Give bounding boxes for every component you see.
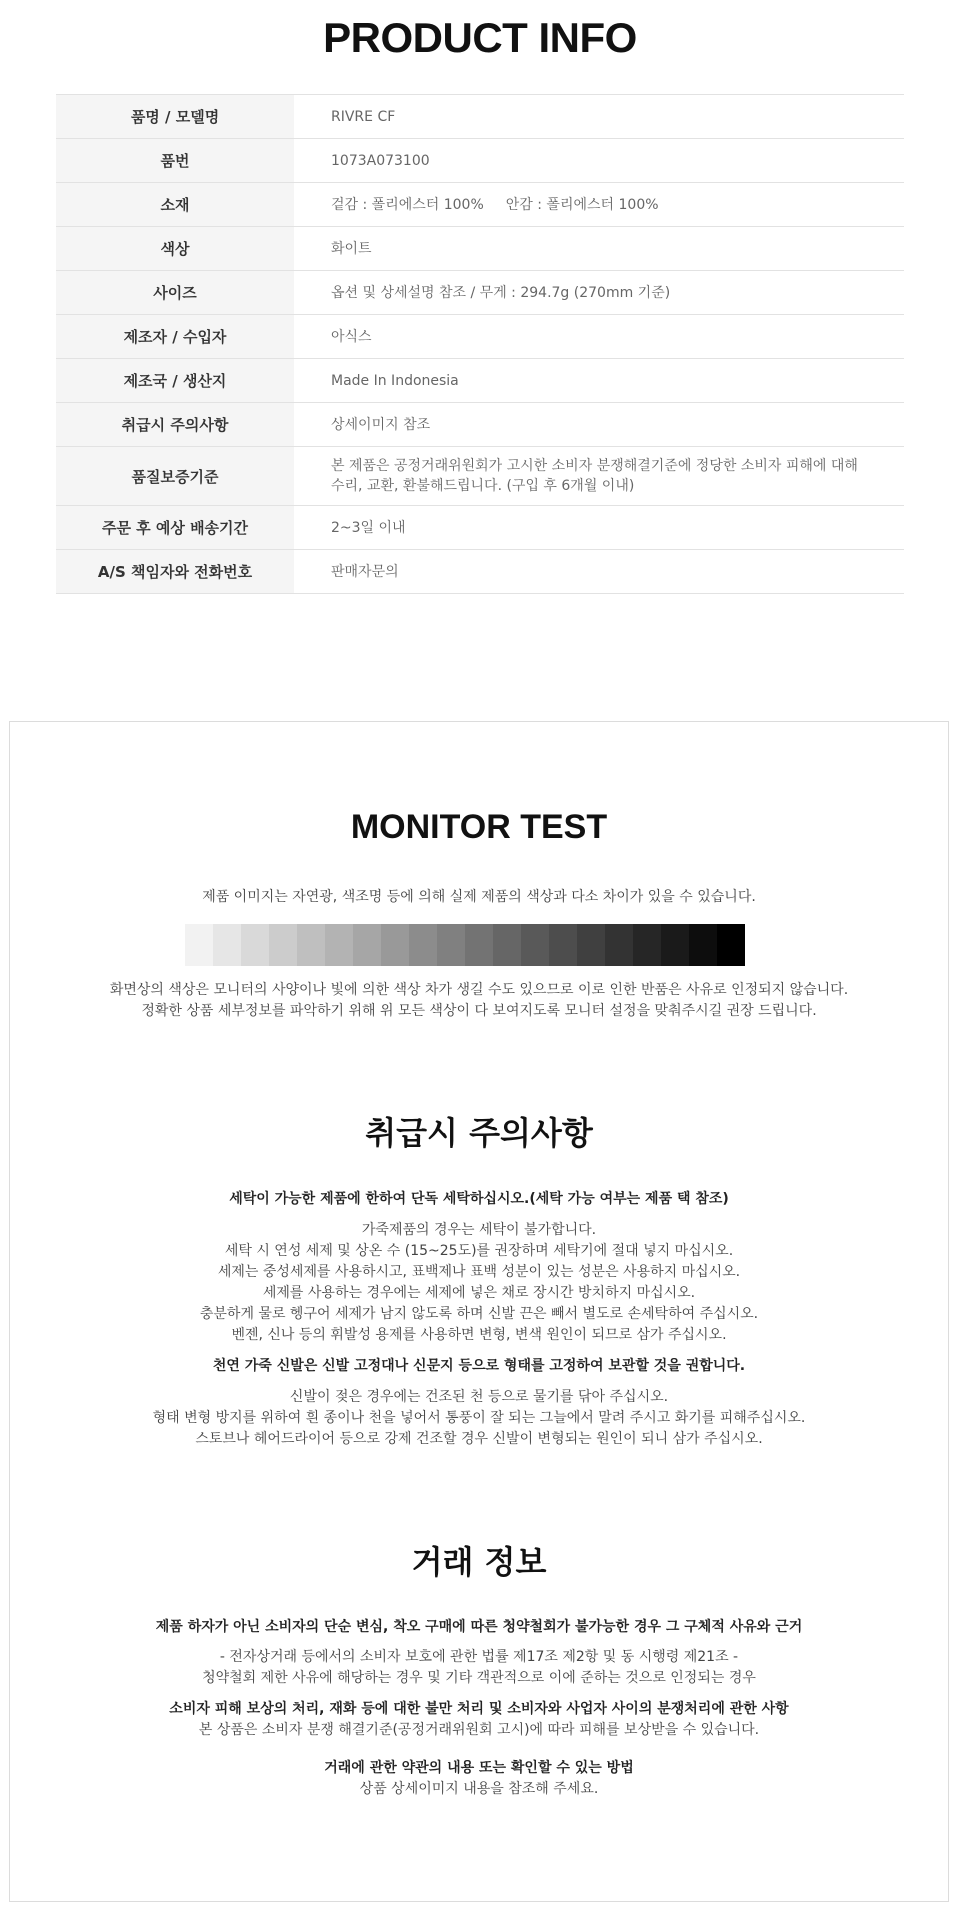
trade-line: 본 상품은 소비자 분쟁 해결기준(공정거래위원회 고시)에 따라 피해를 보상받을 수 있습니다.	[198, 1722, 760, 1738]
row-label: 색상	[56, 227, 294, 271]
trade-heading: 제품 하자가 아닌 소비자의 단순 변심, 착오 구매에 따른 청약철회가 불가능한 경우 그 구체적 사유와 근거	[155, 1619, 803, 1635]
row-value: Made In Indonesia	[294, 359, 904, 403]
grayscale-bar	[185, 924, 745, 966]
gray-swatch	[213, 924, 241, 966]
row-label: 소재	[56, 183, 294, 227]
trade-heading: 거래에 관한 약관의 내용 또는 확인할 수 있는 방법	[324, 1760, 634, 1776]
row-value-outer: 겉감 : 폴리에스터 100%	[331, 196, 484, 213]
row-value: 상세이미지 참조	[294, 403, 904, 447]
row-value-inner: 안감 : 폴리에스터 100%	[505, 196, 659, 213]
care-line: 가죽제품의 경우는 세탁이 불가합니다.	[361, 1222, 597, 1238]
table-row	[56, 315, 904, 359]
table-row	[56, 227, 904, 271]
table-row	[56, 271, 904, 315]
page-title: PRODUCT INFO	[323, 14, 637, 61]
gray-swatch	[689, 924, 717, 966]
care-line: 신발이 젖은 경우에는 건조된 천 등으로 물기를 닦아 주십시오.	[289, 1389, 669, 1405]
gray-swatch	[661, 924, 689, 966]
row-label: 제조자 / 수입자	[56, 315, 294, 359]
monitor-note: 정확한 상품 세부정보를 파악하기 위해 위 모든 색상이 다 보여지도록 모니터 설정을 맞춰주시길 권장 드립니다.	[141, 1003, 817, 1019]
trade-line: 상품 상세이미지 내용을 참조해 주세요.	[359, 1781, 599, 1797]
row-value: RIVRE CF	[294, 95, 904, 139]
care-title: 취급시 주의사항	[365, 1114, 593, 1152]
gray-swatch	[297, 924, 325, 966]
row-value	[294, 447, 904, 506]
row-value: 1073A073100	[294, 139, 904, 183]
row-value: 2~3일 이내	[294, 506, 904, 550]
care-line: 형태 변형 방지를 위하여 흰 종이나 천을 넣어서 통풍이 잘 되는 그늘에서 말려 주시고 화기를 피해주십시오.	[152, 1410, 806, 1426]
row-value: 옵션 및 상세설명 참조 / 무게 : 294.7g (270mm 기준)	[294, 271, 904, 315]
table-row	[56, 95, 904, 139]
gray-swatch	[633, 924, 661, 966]
row-label: 품번	[56, 139, 294, 183]
monitor-intro: 제품 이미지는 자연광, 색조명 등에 의해 실제 제품의 색상과 다소 차이가 있을 수 있습니다.	[202, 889, 756, 905]
table-row	[56, 447, 904, 506]
gray-swatch	[577, 924, 605, 966]
care-line: 스토브나 헤어드라이어 등으로 강제 건조할 경우 신발이 변형되는 원인이 되니 삼가 주십시오.	[195, 1431, 763, 1447]
gray-swatch	[605, 924, 633, 966]
row-value: 아식스	[294, 315, 904, 359]
table-row	[56, 506, 904, 550]
table-row	[56, 359, 904, 403]
trade-heading: 소비자 피해 보상의 처리, 재화 등에 대한 불만 처리 및 소비자와 사업자 사이의 분쟁처리에 관한 사항	[169, 1701, 789, 1717]
trade-title: 거래 정보	[411, 1543, 547, 1581]
gray-swatch	[185, 924, 213, 966]
row-label: 품명 / 모델명	[56, 95, 294, 139]
gray-swatch	[381, 924, 409, 966]
gray-swatch	[269, 924, 297, 966]
row-value: 판매자문의	[294, 550, 904, 594]
table-row	[56, 403, 904, 447]
product-info-table	[56, 94, 904, 594]
table-row	[56, 183, 904, 227]
care-line: 벤젠, 신나 등의 휘발성 용제를 사용하면 변형, 변색 원인이 되므로 삼가 주십시오.	[231, 1327, 727, 1343]
gray-swatch	[521, 924, 549, 966]
gray-swatch	[325, 924, 353, 966]
trade-line: - 전자상거래 등에서의 소비자 보호에 관한 법률 제17조 제2항 및 동 시행령 제21조 -	[219, 1649, 739, 1665]
row-value: 화이트	[294, 227, 904, 271]
row-label: 제조국 / 생산지	[56, 359, 294, 403]
monitor-note: 화면상의 색상은 모니터의 사양이나 빛에 의한 색상 차가 생길 수도 있으므로 이로 인한 반품은 사유로 인정되지 않습니다.	[109, 982, 849, 998]
gray-swatch	[241, 924, 269, 966]
care-heading: 세탁이 가능한 제품에 한하여 단독 세탁하십시오.(세탁 가능 여부는 제품 택 참조)	[229, 1191, 729, 1207]
row-value	[294, 183, 904, 227]
monitor-test-title: MONITOR TEST	[350, 808, 608, 846]
gray-swatch	[493, 924, 521, 966]
row-label: 취급시 주의사항	[56, 403, 294, 447]
care-line: 세제를 사용하는 경우에는 세제에 넣은 채로 장시간 방치하지 마십시오.	[262, 1285, 696, 1301]
gray-swatch	[353, 924, 381, 966]
trade-line: 청약철회 제한 사유에 해당하는 경우 및 기타 객관적으로 이에 준하는 것으로 인정되는 경우	[202, 1670, 756, 1686]
row-label: 사이즈	[56, 271, 294, 315]
row-label: 품질보증기준	[56, 447, 294, 506]
gray-swatch	[465, 924, 493, 966]
notice-box	[9, 721, 949, 1902]
care-line: 세탁 시 연성 세제 및 상온 수 (15~25도)를 권장하며 세탁기에 절대 넣지 마십시오.	[224, 1243, 734, 1259]
row-label: 주문 후 예상 배송기간	[56, 506, 294, 550]
table-row	[56, 139, 904, 183]
gray-swatch	[437, 924, 465, 966]
care-line: 세제는 중성세제를 사용하시고, 표백제나 표백 성분이 있는 성분은 사용하지 마십시오.	[217, 1264, 741, 1280]
row-value-line: 수리, 교환, 환불해드립니다. (구입 후 6개월 이내)	[331, 478, 635, 494]
care-heading: 천연 가죽 신발은 신발 고정대나 신문지 등으로 형태를 고정하여 보관할 것을 권합니다.	[212, 1358, 746, 1374]
gray-swatch	[549, 924, 577, 966]
care-line: 충분하게 물로 헹구어 세제가 남지 않도록 하며 신발 끈은 빼서 별도로 손세탁하여 주십시오.	[199, 1306, 759, 1322]
table-row	[56, 550, 904, 594]
gray-swatch	[409, 924, 437, 966]
row-value-line: 본 제품은 공정거래위원회가 고시한 소비자 분쟁해결기준에 정당한 소비자 피해에 대해	[331, 458, 858, 474]
row-label: A/S 책임자와 전화번호	[56, 550, 294, 594]
gray-swatch	[717, 924, 745, 966]
